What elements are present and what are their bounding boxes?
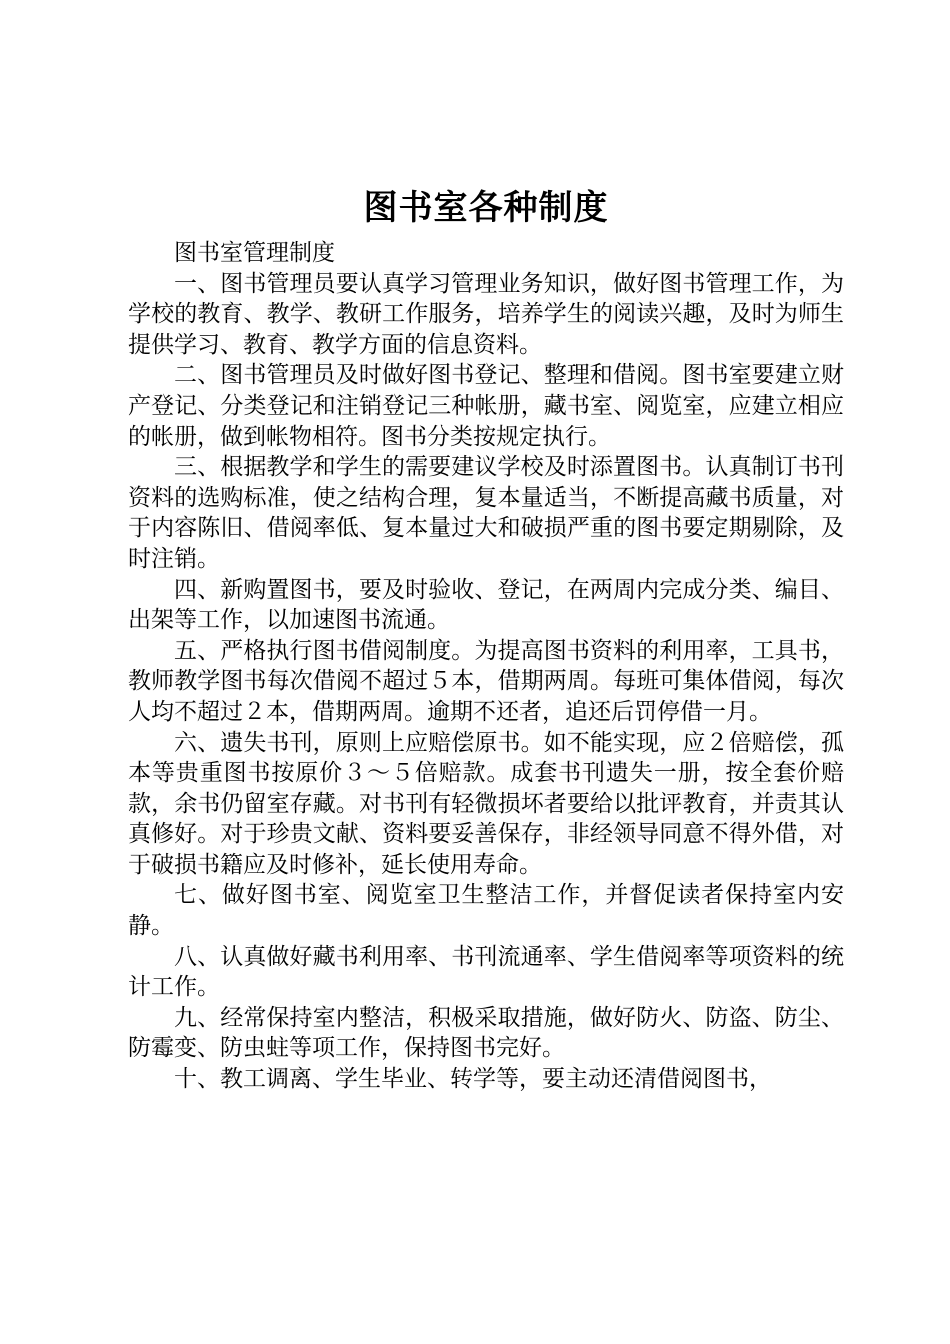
rule-paragraph-4: 四、新购置图书，要及时验收、登记，在两周内完成分类、编目、出架等工作，以加速图书流通。 <box>128 576 844 634</box>
rule-paragraph-6: 六、遗失书刊，原则上应赔偿原书。如不能实现，应２倍赔偿，孤本等贵重图书按原价３～５倍赔款。成套书刊遗失一册，按全套价赔款，余书仍留室存藏。对书刊有轻微损坏者要给以批评教育，并责其认真修好。对于珍贵文献、资料要妥善保存，非经领导同意不得外借，对于破损书籍应及时修补，延长使用寿命。 <box>128 729 844 878</box>
rule-paragraph-5: 五、严格执行图书借阅制度。为提高图书资料的利用率，工具书，教师教学图书每次借阅不超过５本，借期两周。每班可集体借阅，每次人均不超过２本，借期两周。逾期不还者，追还后罚停借一月。 <box>128 637 844 725</box>
document-page <box>128 182 844 1095</box>
rule-paragraph-10: 十、教工调离、学生毕业、转学等，要主动还清借阅图书， <box>174 1066 772 1093</box>
document-title: 图书室各种制度 <box>363 188 609 228</box>
rule-paragraph-7: 七、做好图书室、阅览室卫生整洁工作，并督促读者保持室内安静。 <box>128 882 844 940</box>
rule-paragraph-2: 二、图书管理员及时做好图书登记、整理和借阅。图书室要建立财产登记、分类登记和注销登记三种帐册，藏书室、阅览室，应建立相应的帐册，做到帐物相符。图书分类按规定执行。 <box>128 362 844 450</box>
section-heading: 图书室管理制度 <box>174 240 335 266</box>
rule-paragraph-1: 一、图书管理员要认真学习管理业务知识，做好图书管理工作，为学校的教育、教学、教研工作服务，培养学生的阅读兴趣，及时为师生提供学习、教育、教学方面的信息资料。 <box>128 270 844 358</box>
rule-paragraph-8: 八、认真做好藏书利用率、书刊流通率、学生借阅率等项资料的统计工作。 <box>128 943 844 1001</box>
rule-paragraph-3: 三、根据教学和学生的需要建议学校及时添置图书。认真制订书刊资料的选购标准，使之结构合理，复本量适当，不断提高藏书质量，对于内容陈旧、借阅率低、复本量过大和破损严重的图书要定期剔除，及时注销。 <box>128 454 844 572</box>
rule-paragraph-9: 九、经常保持室内整洁，积极采取措施，做好防火、防盗、防尘、防霉变、防虫蛀等项工作，保持图书完好。 <box>128 1004 844 1062</box>
